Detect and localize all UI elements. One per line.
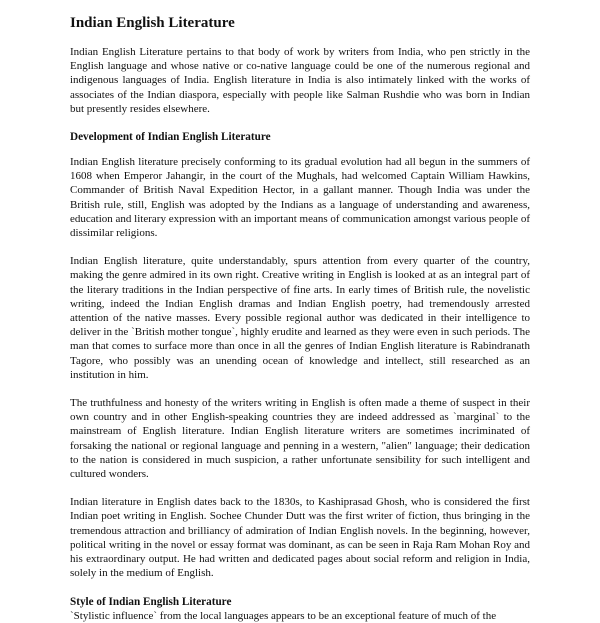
style-paragraph: `Stylistic influence` from the local languages appears to be an exceptional feature of much of the bbox=[70, 609, 497, 622]
style-heading: Style of Indian English Literature bbox=[70, 595, 232, 608]
development-paragraph: The truthfulness and honesty of the writers writing in English is often made a theme of suspect in their own country and in other English-speaking countries they are indeed addressed as `marginal` to the mainstream of English literature. Indian English literature writers are sometimes incriminated of forsaking the national or regional language and penning in a western, "alien" language; their dedication to the nation is considered in much suspicion, a rather unfortunate sensibility for such intelligent and cultured wonders. bbox=[70, 397, 530, 481]
development-section bbox=[70, 130, 530, 580]
development-heading: Development of Indian English Literature bbox=[70, 131, 271, 144]
document-title: Indian English Literature bbox=[70, 15, 235, 31]
intro-paragraph: Indian English Literature pertains to that body of work by writers from India, who pen strictly in the English language and whose native or co-native language could be one of the numerous regional and indigenous languages of India. English literature in India is also intimately linked with the works of associates of the Indian diaspora, especially with people like Salman Rushdie who was born in Indian but presently resides elsewhere. bbox=[70, 46, 530, 115]
development-paragraph: Indian English literature, quite understandably, spurs attention from every quarter of the country, making the genre admired in its own right. Creative writing in English is looked at as an integral part of the literary traditions in the Indian perspective of fine arts. In early times of British rule, the novelistic writing, indeed the Indian English dramas and Indian English poetry, had tremendously arrested attention of the native masses. Every possible regional author was dedicated in their intelligence to deliver in the `British mother tongue`, highly erudite and learned as they were even in such periods. The man that comes to surface more than once in all the genres of Indian English literature is Rabindranath Tagore, who possibly was an unending ocean of knowledge and intellect, still researched as an institution in him. bbox=[70, 255, 530, 381]
document-page bbox=[70, 14, 530, 623]
development-paragraph: Indian English literature precisely conforming to its gradual evolution had all begun in the summers of 1608 when Emperor Jahangir, in the court of the Mughals, had welcomed Captain William Hawkins, Commander of British Naval Expedition Hector, in a gallant manner. Though India was under the British rule, still, English was adopted by the Indians as a language of understanding and awareness, education and literary expression with an important means of communication amongst various people of dissimilar religions. bbox=[70, 156, 530, 240]
style-section bbox=[70, 595, 530, 623]
development-paragraph: Indian literature in English dates back to the 1830s, to Kashiprasad Ghosh, who is considered the first Indian poet writing in English. Sochee Chunder Dutt was the first writer of fiction, thus bringing in the tremendous attraction and brilliancy of admiration of Indian English novels. In the beginning, however, political writing in the novel or essay format was dominant, as can be seen in Raja Ram Mohan Roy and his extraordinary output. He had written and dedicated pages about social reform and religion in India, solely in the medium of English. bbox=[70, 496, 530, 580]
